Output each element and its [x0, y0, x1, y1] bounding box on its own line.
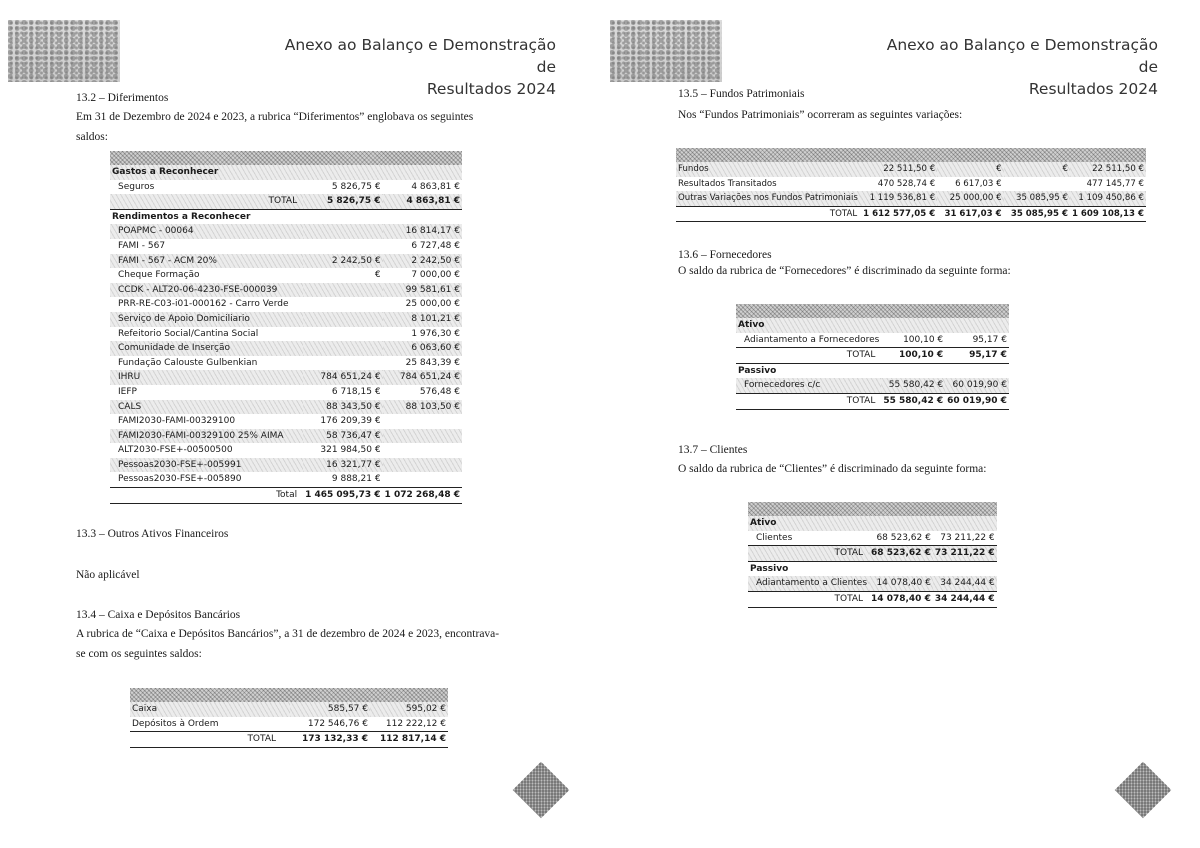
row-label: FAMI2030-FAMI-00329100 25% AIMA: [110, 429, 303, 444]
row-label: Comunidade de Inserção: [110, 341, 303, 356]
caixa-table: [130, 688, 448, 748]
section-13-3-text: Não aplicável: [76, 569, 140, 581]
row-value-v2023: [383, 472, 462, 487]
total-col1: 1 612 577,05 €: [861, 206, 937, 222]
table-row: [110, 268, 462, 283]
total-2024: 55 580,42 €: [881, 393, 945, 409]
row-label: Outras Variações nos Fundos Patrimoniais: [676, 191, 861, 206]
row-value-v2024: 58 736,47 €: [303, 429, 382, 444]
row-value-c1: 470 528,74 €: [877, 178, 936, 189]
row-label: FAMI2030-FAMI-00329100: [118, 416, 236, 427]
table-row: [110, 180, 462, 195]
table-header-band: [748, 502, 997, 516]
total-label: Total: [110, 488, 303, 504]
row-value-v2024: 16 321,77 €: [303, 458, 382, 473]
row-label: PRR-RE-C03-i01-000162 - Carro Verde: [118, 299, 289, 310]
total-col2: 31 617,03 €: [937, 206, 1003, 222]
table-total-row: [748, 546, 997, 562]
total-col3: 35 085,95 €: [1004, 206, 1070, 222]
section-13-4-paragraph: [76, 624, 516, 664]
fundos-table: [676, 148, 1146, 222]
header-title-line1: Anexo ao Balanço e Demonstração de: [886, 36, 1158, 76]
row-label: IHRU: [110, 370, 303, 385]
table-row: [110, 224, 462, 239]
row-value-v2024: [303, 224, 382, 239]
row-value-v2023: 1 976,30 €: [411, 328, 460, 339]
row-value-v2023: 25 843,39 €: [405, 357, 460, 368]
total-col4: 1 609 108,13 €: [1070, 206, 1146, 222]
row-value-v2023: 6 727,48 €: [411, 240, 460, 251]
table-row: [110, 385, 462, 400]
row-value-v2023: 7 000,00 €: [411, 270, 460, 281]
total-label: TOTAL: [676, 206, 861, 222]
row-label: Seguros: [118, 181, 155, 192]
table-row: [130, 717, 448, 732]
table-row: [110, 327, 462, 342]
row-value-c4: 477 145,77 €: [1086, 178, 1144, 189]
row-value-v2023: 60 019,90 €: [945, 378, 1009, 393]
row-value-c1: 22 511,50 €: [861, 162, 937, 177]
row-value-v2024: €: [374, 270, 381, 281]
table-row: [110, 254, 462, 269]
table-total-row: [130, 732, 448, 748]
table-total-row: [736, 393, 1009, 409]
table-row: [110, 341, 462, 356]
row-label: FAMI - 567 - ACM 20%: [110, 254, 303, 269]
fornecedores-ativo-rows: [736, 333, 1009, 348]
row-value-v2023: 8 101,21 €: [383, 312, 462, 327]
table-total-row: [748, 591, 997, 607]
row-label: IEFP: [118, 386, 137, 397]
header-title-line2: Resultados 2024: [1028, 80, 1158, 98]
row-value-v2023: 112 222,12 €: [385, 718, 446, 729]
row-value-v2023: 88 103,50 €: [383, 400, 462, 415]
page-stamp: [1115, 762, 1172, 819]
table-row: [110, 400, 462, 415]
table-row: [110, 239, 462, 254]
section-13-6-paragraph: O saldo da rubrica de “Fornecedores” é discriminado da seguinte forma:: [678, 265, 1011, 277]
total-2023: 112 817,14 €: [370, 732, 448, 748]
row-label: CALS: [110, 400, 303, 415]
row-label: Caixa: [130, 702, 290, 717]
row-value-v2023: 2 242,50 €: [383, 254, 462, 269]
total-label: TOTAL: [130, 732, 290, 748]
row-label: FAMI - 567: [118, 240, 166, 251]
row-value-v2023: [383, 443, 462, 458]
section-heading-13-4: 13.4 – Caixa e Depósitos Bancários: [76, 609, 241, 621]
row-label: CCDK - ALT20-06-4230-FSE-000039: [110, 283, 303, 298]
section-heading-13-3: 13.3 – Outros Ativos Financeiros: [76, 528, 229, 540]
row-value-v2024: [303, 297, 382, 312]
paragraph-line: saldos:: [76, 131, 108, 143]
total-label: TOTAL: [748, 546, 869, 562]
paragraph-line: Em 31 de Dezembro de 2024 e 2023, a rubrica “Diferimentos” englobava os seguintes: [76, 111, 474, 123]
row-value-v2024: 5 826,75 €: [331, 181, 381, 192]
row-label: Fundos: [676, 162, 861, 177]
total-2023: 4 863,81 €: [383, 194, 462, 209]
row-value-v2023: 4 863,81 €: [411, 181, 460, 192]
total-2024: 14 078,40 €: [869, 591, 933, 607]
total-2024: 100,10 €: [881, 348, 945, 364]
row-value-c1: 1 119 536,81 €: [861, 191, 937, 206]
row-value-v2024: 14 078,40 €: [869, 576, 933, 591]
group-title: Ativo: [748, 516, 997, 531]
fornecedores-passivo-rows: [736, 378, 1009, 393]
row-label: ALT2030-FSE+-00500500: [118, 445, 233, 456]
row-value-c3: €: [1004, 162, 1070, 177]
group-title: Ativo: [736, 318, 1009, 333]
table-row: [110, 297, 462, 312]
table-header-band: [130, 688, 448, 702]
row-value-v2024: [303, 283, 382, 298]
row-value-v2024: 784 651,24 €: [303, 370, 382, 385]
diferimentos-table: [110, 151, 462, 504]
table-row: [676, 191, 1146, 206]
section-13-5-paragraph: Nos “Fundos Patrimoniais” ocorreram as seguintes variações:: [678, 109, 963, 121]
gastos-rows: [110, 180, 462, 195]
row-label: Serviço de Apoio Domiciliario: [110, 312, 303, 327]
paragraph-line: A rubrica de “Caixa e Depósitos Bancários”, a 31 de dezembro de 2024 e 2023, encontrava-: [76, 628, 500, 640]
table-total-row: [110, 488, 462, 504]
page-header: [266, 34, 556, 100]
row-label: Cheque Formação: [118, 270, 200, 281]
table-row: [110, 356, 462, 371]
row-value-c4: 22 511,50 €: [1070, 162, 1146, 177]
rendimentos-rows: [110, 224, 462, 487]
group-title: Rendimentos a Reconhecer: [112, 211, 251, 222]
row-value-v2024: [303, 239, 382, 254]
row-value-v2024: 88 343,50 €: [303, 400, 382, 415]
row-label: Pessoas2030-FSE+-005991: [110, 458, 303, 473]
row-value-v2023: [383, 414, 462, 429]
total-label: TOTAL: [736, 393, 881, 409]
organization-logo: [8, 20, 120, 82]
caixa-rows: [130, 702, 448, 732]
table-row: [110, 429, 462, 444]
row-value-v2024: 321 984,50 €: [320, 445, 381, 456]
row-value-v2023: 25 000,00 €: [405, 299, 460, 310]
row-value-v2023: [383, 458, 462, 473]
total-2023: 34 244,44 €: [933, 591, 997, 607]
row-value-v2024: 9 888,21 €: [331, 474, 381, 485]
table-row: [676, 177, 1146, 192]
section-13-2-paragraph: [76, 107, 516, 147]
organization-logo: [610, 20, 722, 82]
section-13-7-paragraph: O saldo da rubrica de “Clientes” é discriminado da seguinte forma:: [678, 463, 987, 475]
table-row: [130, 702, 448, 717]
table-header-band: [110, 151, 462, 165]
clientes-ativo-rows: [748, 531, 997, 546]
row-value-v2023: [383, 429, 462, 444]
row-value-v2023: 99 581,61 €: [383, 283, 462, 298]
row-value-v2024: [303, 356, 382, 371]
table-row: [110, 312, 462, 327]
row-value-v2024: 585,57 €: [290, 702, 370, 717]
row-value-c2: €: [937, 162, 1003, 177]
row-label: Resultados Transitados: [678, 178, 777, 189]
table-row: [110, 472, 462, 487]
clientes-table: [748, 502, 995, 608]
row-label: Clientes: [756, 532, 793, 543]
row-value-v2023: 576,48 €: [419, 386, 460, 397]
table-row: [110, 370, 462, 385]
row-value-v2024: [303, 312, 382, 327]
table-row: [736, 333, 1009, 348]
total-2023: 60 019,90 €: [945, 393, 1009, 409]
total-2024: 1 465 095,73 €: [303, 488, 382, 504]
total-2023: 73 211,22 €: [933, 546, 997, 562]
table-row: [748, 531, 997, 546]
table-total-row: [110, 194, 462, 209]
table-row: [110, 414, 462, 429]
page-header: [868, 34, 1158, 100]
row-label: Fornecedores c/c: [736, 378, 881, 393]
fundos-rows: [676, 162, 1146, 206]
header-title-line2: Resultados 2024: [426, 80, 556, 98]
section-heading-13-2: 13.2 – Diferimentos: [76, 92, 169, 104]
total-2023: 95,17 €: [945, 348, 1009, 364]
row-value-v2023: 16 814,17 €: [383, 224, 462, 239]
row-value-c2: 6 617,03 €: [955, 178, 1002, 189]
row-value-v2024: [303, 341, 382, 356]
row-value-v2023: 595,02 €: [370, 702, 448, 717]
section-heading-13-6: 13.6 – Fornecedores: [678, 249, 772, 261]
row-value-c2: 25 000,00 €: [937, 191, 1003, 206]
total-label: TOTAL: [748, 591, 869, 607]
row-value-c3: [1004, 177, 1070, 192]
header-title-line1: Anexo ao Balanço e Demonstração de: [284, 36, 556, 76]
group-title: Passivo: [750, 563, 789, 574]
group-title: Passivo: [738, 365, 777, 376]
section-heading-13-7: 13.7 – Clientes: [678, 444, 748, 456]
paragraph-line: se com os seguintes saldos:: [76, 648, 202, 660]
row-label: Fundação Calouste Gulbenkian: [118, 357, 258, 368]
row-label: Depósitos à Ordem: [132, 718, 219, 729]
group-title: Gastos a Reconhecer: [110, 165, 462, 180]
row-value-v2023: 34 244,44 €: [933, 576, 997, 591]
row-value-v2024: 176 209,39 €: [320, 416, 381, 427]
table-row: [748, 576, 997, 591]
row-value-v2024: 100,10 €: [903, 334, 944, 345]
total-2024: 5 826,75 €: [303, 194, 382, 209]
fornecedores-table: [736, 304, 1007, 410]
row-value-c3: 35 085,95 €: [1004, 191, 1070, 206]
row-value-v2024: 6 718,15 €: [331, 386, 381, 397]
row-value-v2023: 6 063,60 €: [383, 341, 462, 356]
row-value-v2023: 73 211,22 €: [940, 532, 995, 543]
row-value-v2024: 2 242,50 €: [303, 254, 382, 269]
table-total-row: [736, 348, 1009, 364]
row-value-v2024: 68 523,62 €: [876, 532, 931, 543]
table-row: [110, 283, 462, 298]
row-label: POAPMC - 00064: [110, 224, 303, 239]
total-label: TOTAL: [736, 348, 881, 364]
total-2024: 173 132,33 €: [290, 732, 370, 748]
row-label: Adiantamento a Fornecedores: [744, 334, 880, 345]
row-value-c4: 1 109 450,86 €: [1070, 191, 1146, 206]
row-label: Adiantamento a Clientes: [748, 576, 869, 591]
row-value-v2023: 784 651,24 €: [383, 370, 462, 385]
row-value-v2023: 95,17 €: [972, 334, 1007, 345]
total-label: TOTAL: [110, 194, 303, 209]
table-row: [736, 378, 1009, 393]
table-total-row: [676, 206, 1146, 222]
right-page: [600, 0, 1200, 848]
total-2024: 68 523,62 €: [869, 546, 933, 562]
row-value-v2024: [303, 327, 382, 342]
clientes-passivo-rows: [748, 576, 997, 591]
section-heading-13-5: 13.5 – Fundos Patrimoniais: [678, 88, 805, 100]
row-value-v2024: 172 546,76 €: [307, 718, 368, 729]
row-label: Refeitorio Social/Cantina Social: [118, 328, 259, 339]
table-row: [676, 162, 1146, 177]
table-row: [110, 443, 462, 458]
table-header-band: [676, 148, 1146, 162]
row-label: Pessoas2030-FSE+-005890: [118, 474, 242, 485]
total-2023: 1 072 268,48 €: [383, 488, 462, 504]
row-value-v2024: 55 580,42 €: [881, 378, 945, 393]
page-stamp: [513, 762, 570, 819]
table-header-band: [736, 304, 1009, 318]
table-row: [110, 458, 462, 473]
